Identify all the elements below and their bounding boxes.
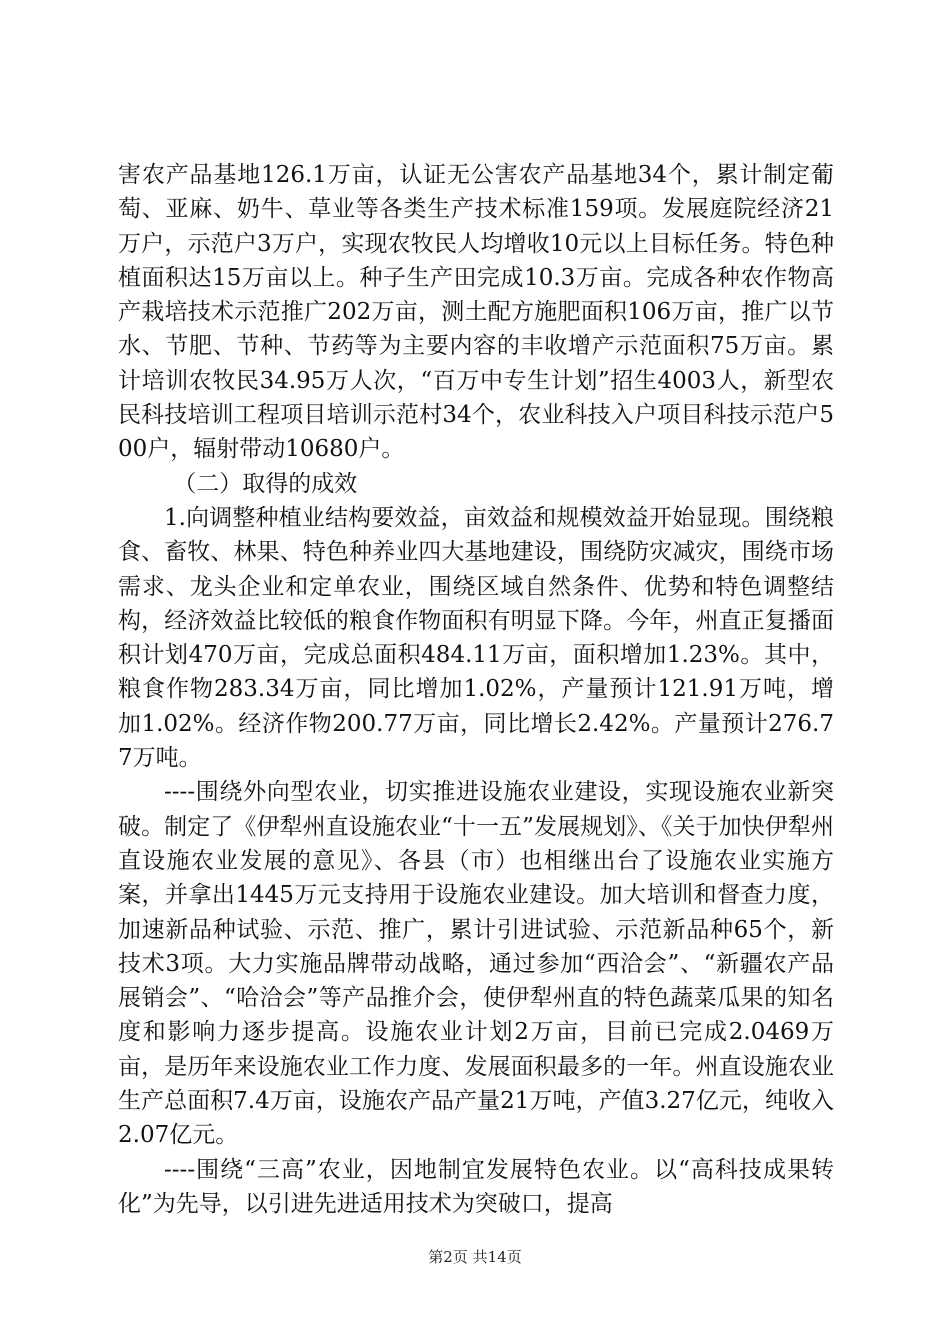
page-number: 第2页 共14页	[428, 1248, 522, 1266]
paragraph-continuation: 害农产品基地126.1万亩，认证无公害农产品基地34个，累计制定葡萄、亚麻、奶牛、草业等各类生产技术标准159项。发展庭院经济21万户，示范户3万户，实现农牧民人均增收10元以上目标任务。特色种植面积达15万亩以上。种子生产田完成10.3万亩。完成各种农作物高产栽培技术示范推广202万亩，测土配方施肥面积106万亩，推广以节水、节肥、节种、节药等为主要内容的丰收增产示范面积75万亩。累计培训农牧民34.95万人次，“百万中专生计划”招生4003人，新型农民科技培训工程项目培训示范村34个，农业科技入户项目科技示范户500户，辐射带动10680户。	[118, 162, 834, 463]
document-body	[118, 158, 834, 1221]
paragraph-three-high-agriculture: ----围绕“三高”农业，因地制宜发展特色农业。以“高科技成果转化”为先导，以引进先进适用技术为突破口，提高	[118, 1156, 834, 1217]
paragraph-item-1: 1.向调整种植业结构要效益，亩效益和规模效益开始显现。围绕粮食、畜牧、林果、特色种养业四大基地建设，围绕防灾减灾，围绕市场需求、龙头企业和定单农业，围绕区域自然条件、优势和特色调整结构，经济效益比较低的粮食作物面积有明显下降。今年，州直正复播面积计划470万亩，完成总面积484.11万亩，面积增加1.23%。其中，粮食作物283.34万亩，同比增加1.02%，产量预计121.91万吨，增加1.02%。经济作物200.77万亩，同比增长2.42%。产量预计276.77万吨。	[118, 504, 834, 772]
paragraph-facility-agriculture: ----围绕外向型农业，切实推进设施农业建设，实现设施农业新突破。制定了《伊犁州直设施农业“十一五”发展规划》、《关于加快伊犁州直设施农业发展的意见》、各县（市）也相继出台了设施农业实施方案，并拿出1445万元支持用于设施农业建设。加大培训和督查力度，加速新品种试验、示范、推广，累计引进试验、示范新品种65个，新技术3项。大力实施品牌带动战略，通过参加“西洽会”、“新疆农产品展销会”、“哈洽会”等产品推介会，使伊犁州直的特色蔬菜瓜果的知名度和影响力逐步提高。设施农业计划2万亩，目前已完成2.0469万亩，是历年来设施农业工作力度、发展面积最多的一年。州直设施农业生产总面积7.4万亩，设施农产品产量21万吨，产值3.27亿元，纯收入2.07亿元。	[118, 779, 834, 1149]
page-footer	[0, 1246, 950, 1267]
section-subheading: （二）取得的成效	[173, 470, 358, 497]
